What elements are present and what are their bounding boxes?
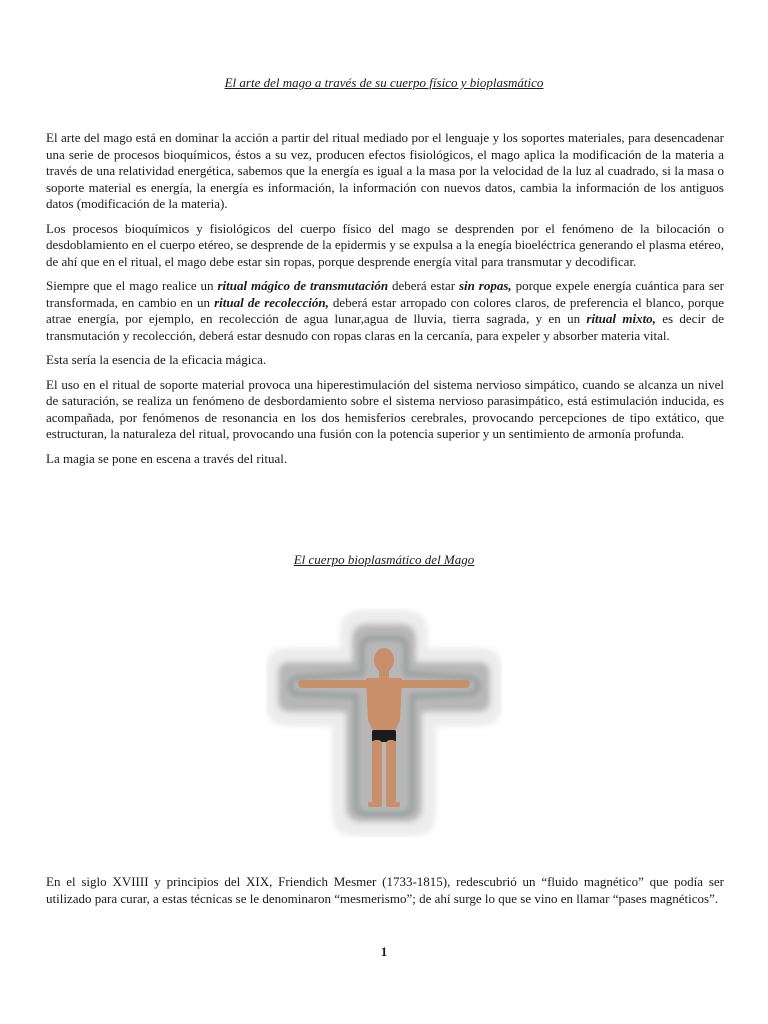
paragraph-3-text-d: deberá estar arropado con colores claros, de preferencia el blanco, porque atrae energía, por ejemplo, en recolección de agua lunar,agua de lluvia, tierra sagrada, y en un <box>46 294 724 326</box>
paragraph-2-text: Los procesos bioquímicos y fisiológicos del cuerpo físico del mago se desprenden por el fenómeno de la bilocación o desdoblamiento en el cuerpo etéreo, se desprende de la epidermis y se expulsa a la enegía bioeléctrica generando el plasma etéreo, de ahí que en el ritual, el mago debe estar sin ropas, porque desprende energía vital para transmutar y decodificar. <box>46 220 724 269</box>
leg-left <box>372 740 382 804</box>
section-title: El cuerpo bioplasmático del Mago <box>293 552 475 567</box>
foot-right <box>386 802 400 807</box>
emphasis-ritual-transmutacion: ritual mágico de transmutación <box>217 278 389 293</box>
paragraph-3-text-c: porque expele energía cuántica para ser transformada, en cambio en un <box>46 278 724 310</box>
paragraph-3-text-b: deberá estar <box>388 278 459 293</box>
emphasis-ritual-mixto: ritual mixto, <box>586 311 656 326</box>
bioplasmatic-body-figure <box>266 608 502 838</box>
paragraph-4-text: Esta sería la esencia de la eficacia mágica. <box>46 352 267 367</box>
paragraph-4 <box>46 352 724 369</box>
head <box>374 648 394 672</box>
closing-text <box>46 874 724 915</box>
paragraph-1 <box>46 130 724 213</box>
paragraph-7: En el siglo XVIIII y principios del XIX, Friendich Mesmer (1733-1815), redescubrió un “fluido magnético” que podía ser utilizado para curar, a estas técnicas se le denominaron “mesmerismo”; de ahí surge lo que se vino en llamar “pases magnéticos”. <box>46 874 724 906</box>
leg-right <box>386 740 396 804</box>
paragraph-6 <box>46 451 724 468</box>
paragraph-3-text-a: Siempre que el mago realice un <box>46 278 218 293</box>
torso <box>366 678 402 734</box>
emphasis-sin-ropas: sin ropas, <box>458 278 512 293</box>
neck <box>379 670 389 678</box>
paragraph-2 <box>46 221 724 271</box>
paragraph-6-text: La magia se pone en escena a través del ritual. <box>46 450 288 466</box>
document-title: El arte del mago a través de su cuerpo físico y bioplasmático <box>224 75 544 90</box>
paragraph-3 <box>46 278 724 344</box>
page-number: 1 <box>380 944 388 959</box>
paragraph-3-text-e: es decir de transmutación y recolección, deberá estar desnudo con ropas claras en la cercanía, para expeler y absorber materia vital. <box>46 311 724 343</box>
emphasis-ritual-recoleccion: ritual de recolección, <box>214 294 329 310</box>
paragraph-5 <box>46 377 724 443</box>
body-text <box>46 130 724 475</box>
paragraph-1-text: El arte del mago está en dominar la acción a partir del ritual mediado por el lenguaje y los soportes materiales, para desencadenar una serie de procesos bioquímicos, éstos a su vez, producen efectos fisiológicos, el mago aplica la modificación de la materia a través de una relatividad energética, sabemos que la energía es igual a la masa por la velocidad de la luz al cuadrado, si la masa o soporte material es energía, la energía es información, la información con nuevos datos, cambia la información de los antiguos datos (modificación de la materia). <box>46 130 724 211</box>
human-figure-with-aura-icon <box>266 608 502 838</box>
paragraph-5-text: El uso en el ritual de soporte material provoca una hiperestimulación del sistema nervioso simpático, cuando se alcanza un nivel de saturación, se realiza un fenómeno de desbordamiento sobre el sistema nervioso parasimpático, está estimulación inducida, es acompañada, por fenómenos de resonancia en los dos hemisferios cerebrales, provocando percepciones de tipo extático, que estructuran, la naturaleza del ritual, provocando una fusión con la potencia superior y un sentimiento de armonía profunda. <box>46 376 724 441</box>
foot-left <box>368 802 382 807</box>
